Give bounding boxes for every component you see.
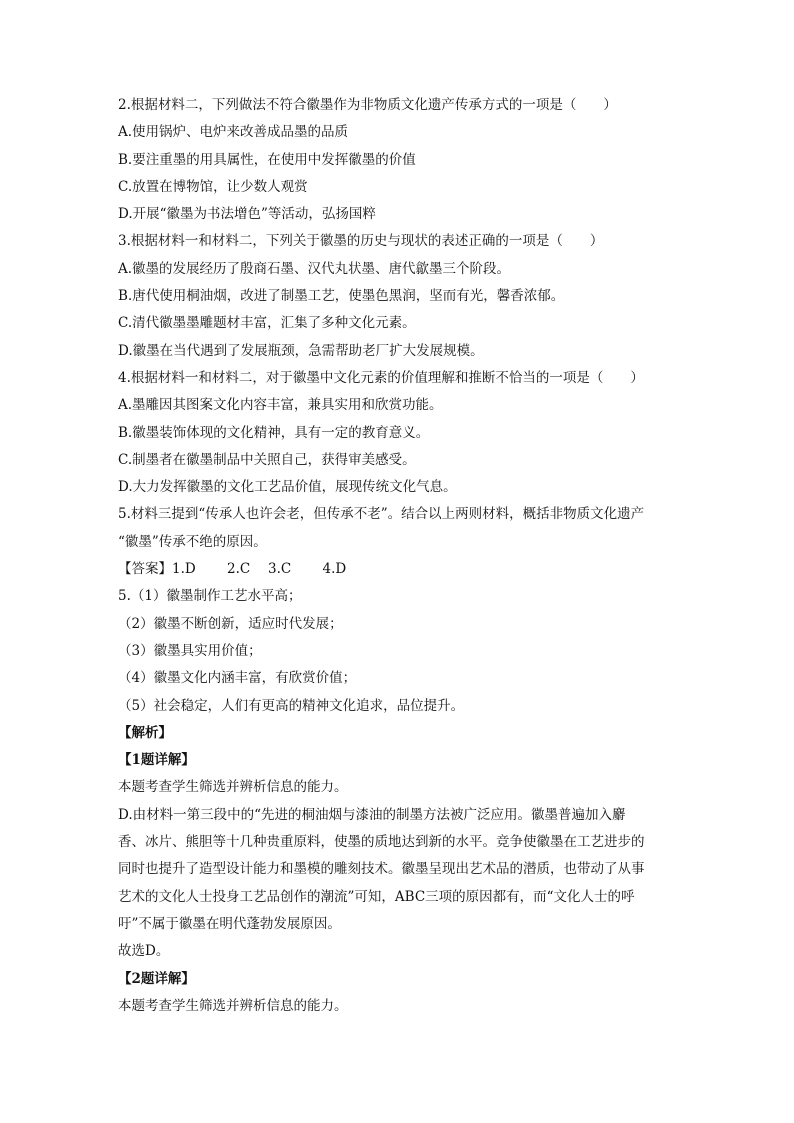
question-1-conclusion: 故选D。	[118, 943, 170, 960]
answer-5-point-4: （4）徽墨文化内涵丰富，有欣赏价值；	[118, 670, 357, 687]
question-1-detail-text-3: 同时也提升了造型设计能力和墨模的雕刻技术。徽墨呈现出艺术品的潜质，也带动了从事	[118, 861, 645, 878]
analysis-heading: 【解析】	[118, 724, 172, 741]
question-2-stem: 2.根据材料二，下列做法不符合徽墨作为非物质文化遗产传承方式的一项是（ ）	[118, 97, 617, 113]
question-3-option-c: C.清代徽墨墨雕题材丰富，汇集了多种文化元素。	[118, 315, 416, 332]
question-1-detail-heading: 【1题详解】	[118, 752, 195, 769]
question-2-option-a: A.使用锅炉、电炉来改善成品墨的品质	[118, 124, 349, 141]
question-2-option-d: D.开展“徽墨为书法增色”等活动，弘扬国粹	[118, 206, 376, 223]
question-4-option-a: A.墨雕因其图案文化内容丰富，兼具实用和欣赏功能。	[118, 397, 443, 414]
answer-5-point-3: （3）徽墨具实用价值；	[118, 642, 262, 659]
question-2-detail-heading: 【2题详解】	[118, 970, 195, 987]
question-1-detail-text-1: D.由材料一第三段中的“先进的桐油烟与漆油的制墨方法被广泛应用。徽墨普遍加入麝	[118, 806, 626, 823]
question-3-option-a: A.徽墨的发展经历了殷商石墨、汉代丸状墨、唐代歙墨三个阶段。	[118, 260, 511, 277]
answer-5-point-1: 5.（1）徽墨制作工艺水平高；	[118, 588, 302, 605]
question-4-option-b: B.徽墨装饰体现的文化精神，具有一定的教育意义。	[118, 424, 430, 441]
question-3-stem: 3.根据材料一和材料二，下列关于徽墨的历史与现状的表述正确的一项是（ ）	[118, 233, 604, 250]
question-1-detail-text-4: 艺术的文化人士投身工艺品创作的潮流”可知，ABC三项的原因都有，而“文化人士的呼	[118, 888, 635, 905]
question-5-stem-line-2: “徽墨”传承不绝的原因。	[118, 533, 267, 550]
question-5-stem-line-1: 5.材料三提到“传承人也许会老，但传承不老”。结合以上两则材料，概括非物质文化遗产	[118, 506, 645, 523]
question-4-stem: 4.根据材料一和材料二，对于徽墨中文化元素的价值理解和推断不恰当的一项是（ ）	[118, 369, 644, 386]
question-2-option-b: B.要注重墨的用具属性，在使用中发挥徽墨的价值	[118, 151, 416, 168]
answer-5-point-5: （5）社会稳定，人们有更高的精神文化追求，品位提升。	[118, 697, 465, 714]
question-3-option-b: B.唐代使用桐油烟，改进了制墨工艺，使墨色黑润，坚而有光，馨香浓郁。	[118, 288, 565, 305]
question-1-detail-text-5: 吁”不属于徽墨在明代蓬勃发展原因。	[118, 915, 341, 932]
answer-5-point-2: （2）徽墨不断创新，适应时代发展；	[118, 615, 343, 632]
question-1-detail-text-2: 香、冰片、熊胆等十几种贵重原料，使墨的质地达到新的水平。竞争使徽墨在工艺进步的	[118, 834, 645, 851]
question-1-detail-intro: 本题考查学生筛选并辨析信息的能力。	[118, 779, 348, 796]
question-2-option-c: C.放置在博物馆，让少数人观赏	[118, 178, 308, 195]
question-4-option-d: D.大力发挥徽墨的文化工艺品价值，展现传统文化气息。	[118, 479, 457, 496]
question-4-option-c: C.制墨者在徽墨制品中关照自己，获得审美感受。	[118, 451, 416, 468]
question-3-option-d: D.徽墨在当代遇到了发展瓶颈，急需帮助老厂扩大发展规模。	[118, 342, 484, 359]
question-2-detail-intro: 本题考查学生筛选并辨析信息的能力。	[118, 997, 348, 1014]
document-body	[118, 92, 678, 1020]
answer-key: 【答案】1.D 2.C 3.C 4.D	[118, 561, 347, 578]
